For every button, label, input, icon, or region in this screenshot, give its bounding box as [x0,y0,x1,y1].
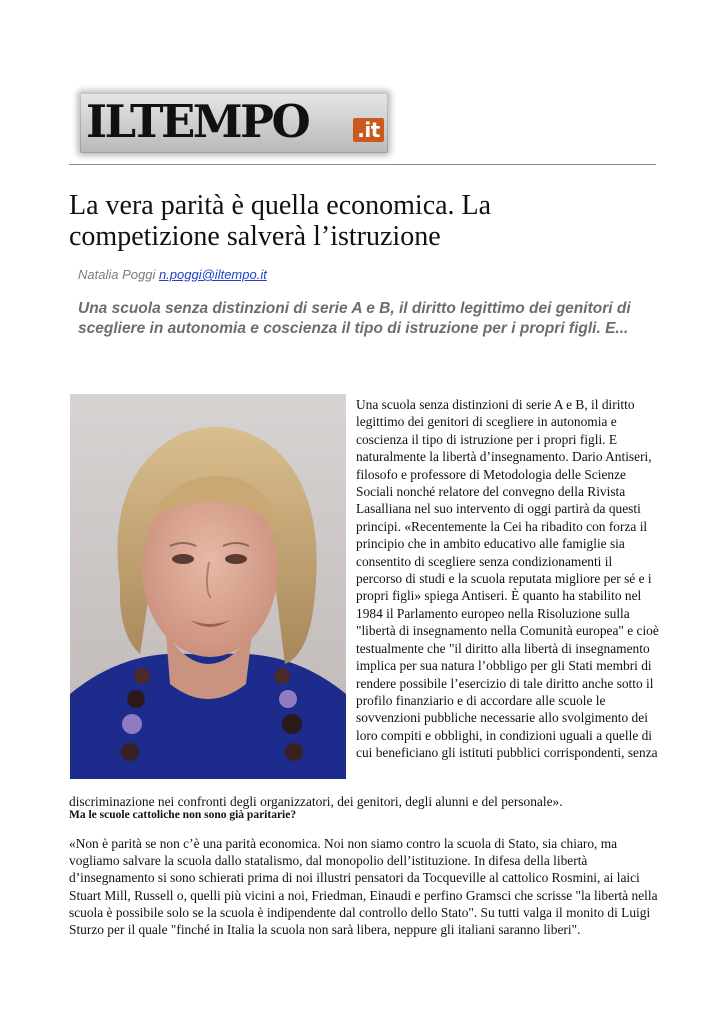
article-lede: Una scuola senza distinzioni di serie A e B, il diritto legittimo dei genitori di scegliere in autonomia e coscienza il tipo di istruzione per i propri figli. E... [78,300,631,337]
author-email-link[interactable]: n.poggi@iltempo.it [158,267,267,282]
article-headline: La vera parità è quella economica. La competizione salverà l’istruzione [69,190,492,252]
site-logo[interactable] [80,93,388,153]
article-body-column: Una scuola senza distinzioni di serie A e B, il diritto legittimo dei genitori di scegliere in autonomia e coscienza il tipo di istruzione per i propri figli. E naturalmente la libertà d’insegnamento. Dario Antiseri, filosofo e professore di Metodologia delle Scienze Sociali nonché relatore del convegno della Rivista Lasalliana nel suo intervento di oggi partirà da questi principi. «Recentemente la Cei ha ribadito con forza il principio che in ambito educativo alle famiglie sia consentito di scegliere senza condizionamenti il percorso di studi e la scuola reputata migliore per sé e i propri figli» spiega Antiseri. È quanto ha stabilito nel 1984 il Parlamento europeo nella Risoluzione sulla "libertà di insegnamento nella Comunità europea" e cioè testualmente che "il diritto alla libertà di insegnamento implica per sua natura l’obbligo per gli Stati membri di rendere possibile l’esercizio di tale diritto anche sotto il profilo finanziario e di accordare alle scuole le sovvenzioni pubbliche necessarie allo svolgimento dei loro compiti e obblighi, in condizioni uguali a quelle di cui beneficiano gli istituti pubblici corrispondenti, senza [356,397,659,761]
article-photo [70,394,346,779]
byline [78,267,267,282]
portrait-illustration [70,394,346,779]
logo-tld-badge: .it [353,118,384,142]
header-divider [69,164,656,165]
author-name: Natalia Poggi [78,267,156,282]
article-body-continuation: discriminazione nei confronti degli organizzatori, dei genitori, degli alunni e del personale». [69,794,563,809]
article-paragraph: «Non è parità se non c’è una parità economica. Noi non siamo contro la scuola di Stato, sia chiaro, ma vogliamo salvare la scuola dallo statalismo, dal monopolio dell’istituzione. In difesa della libertà d’insegnamento si sono schierati prima di noi illustri pensatori da Tocqueville al cattolico Rosmini, ai laici Stuart Mill, Russell o, quelli più vicini a noi, Friedman, Einaudi e perfino Gramsci che scrisse "la libertà nella scuola è possibile solo se la scuola è indipendente dal controllo dello Stato". Su tutti valga il monito di Luigi Sturzo per il quale "finché in Italia la scuola non sarà libera, neppure gli italiani saranno liberi". [69,836,658,938]
logo-wordmark: ILTEMPO [86,95,309,148]
interview-question: Ma le scuole cattoliche non sono già paritarie? [69,809,297,821]
